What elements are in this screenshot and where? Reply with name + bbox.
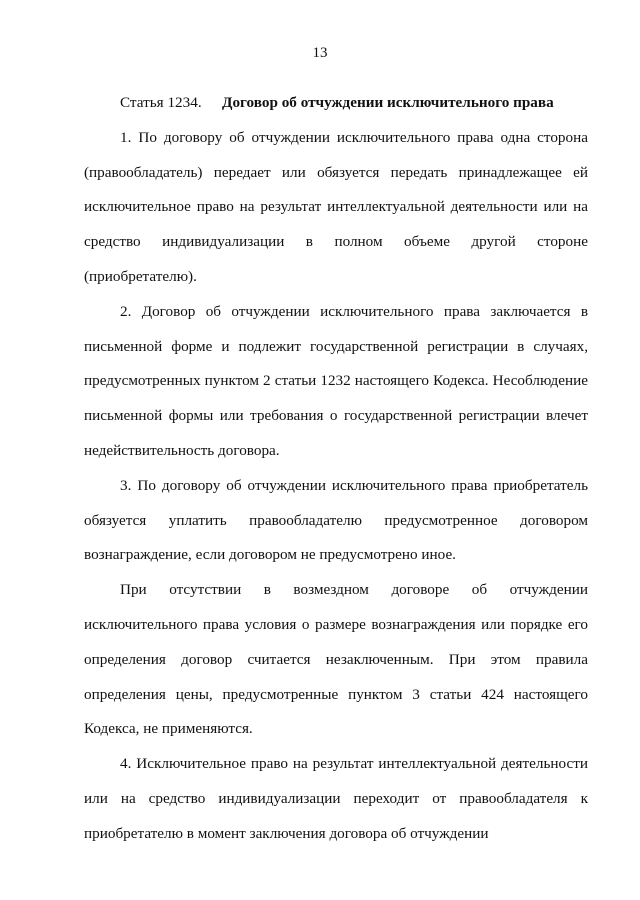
- article-heading: [84, 86, 588, 121]
- article-title: Договор об отчуждении исключительного права: [222, 94, 554, 111]
- paragraph-2: 2. Договор об отчуждении исключительного права заключается в письменной форме и подлежит государственной регистрации в случаях, предусмотренных пунктом 2 статьи 1232 настоящего Кодекса. Несоблюдение письменной формы или требования о государственной регистрации влечет недействительность договора.: [84, 302, 588, 459]
- article-number: Статья 1234.: [120, 94, 202, 111]
- document-body: [84, 86, 588, 852]
- paragraph-1: 1. По договору об отчуждении исключительного права одна сторона (правообладатель) передает или обязуется передать принадлежащее ей исключительное право на результат интеллектуальной деятельности или на средство индивидуализации в полном объеме другой стороне (приобретателю).: [84, 128, 588, 285]
- page-number: 13: [312, 45, 328, 61]
- paragraph-3: 3. По договору об отчуждении исключительного права приобретатель обязуется уплатить правообладателю предусмотренное договором вознаграждение, если договором не предусмотрено иное.: [84, 476, 588, 564]
- paragraph-3-continuation: При отсутствии в возмездном договоре об отчуждении исключительного права условия о размере вознаграждения или порядке его определения договор считается незаключенным. При этом правила определения цены, предусмотренные пунктом 3 статьи 424 настоящего Кодекса, не применяются.: [84, 581, 588, 738]
- paragraph-4: 4. Исключительное право на результат интеллектуальной деятельности или на средство индивидуализации переходит от правообладателя к приобретателю в момент заключения договора об отчуждении: [84, 755, 588, 842]
